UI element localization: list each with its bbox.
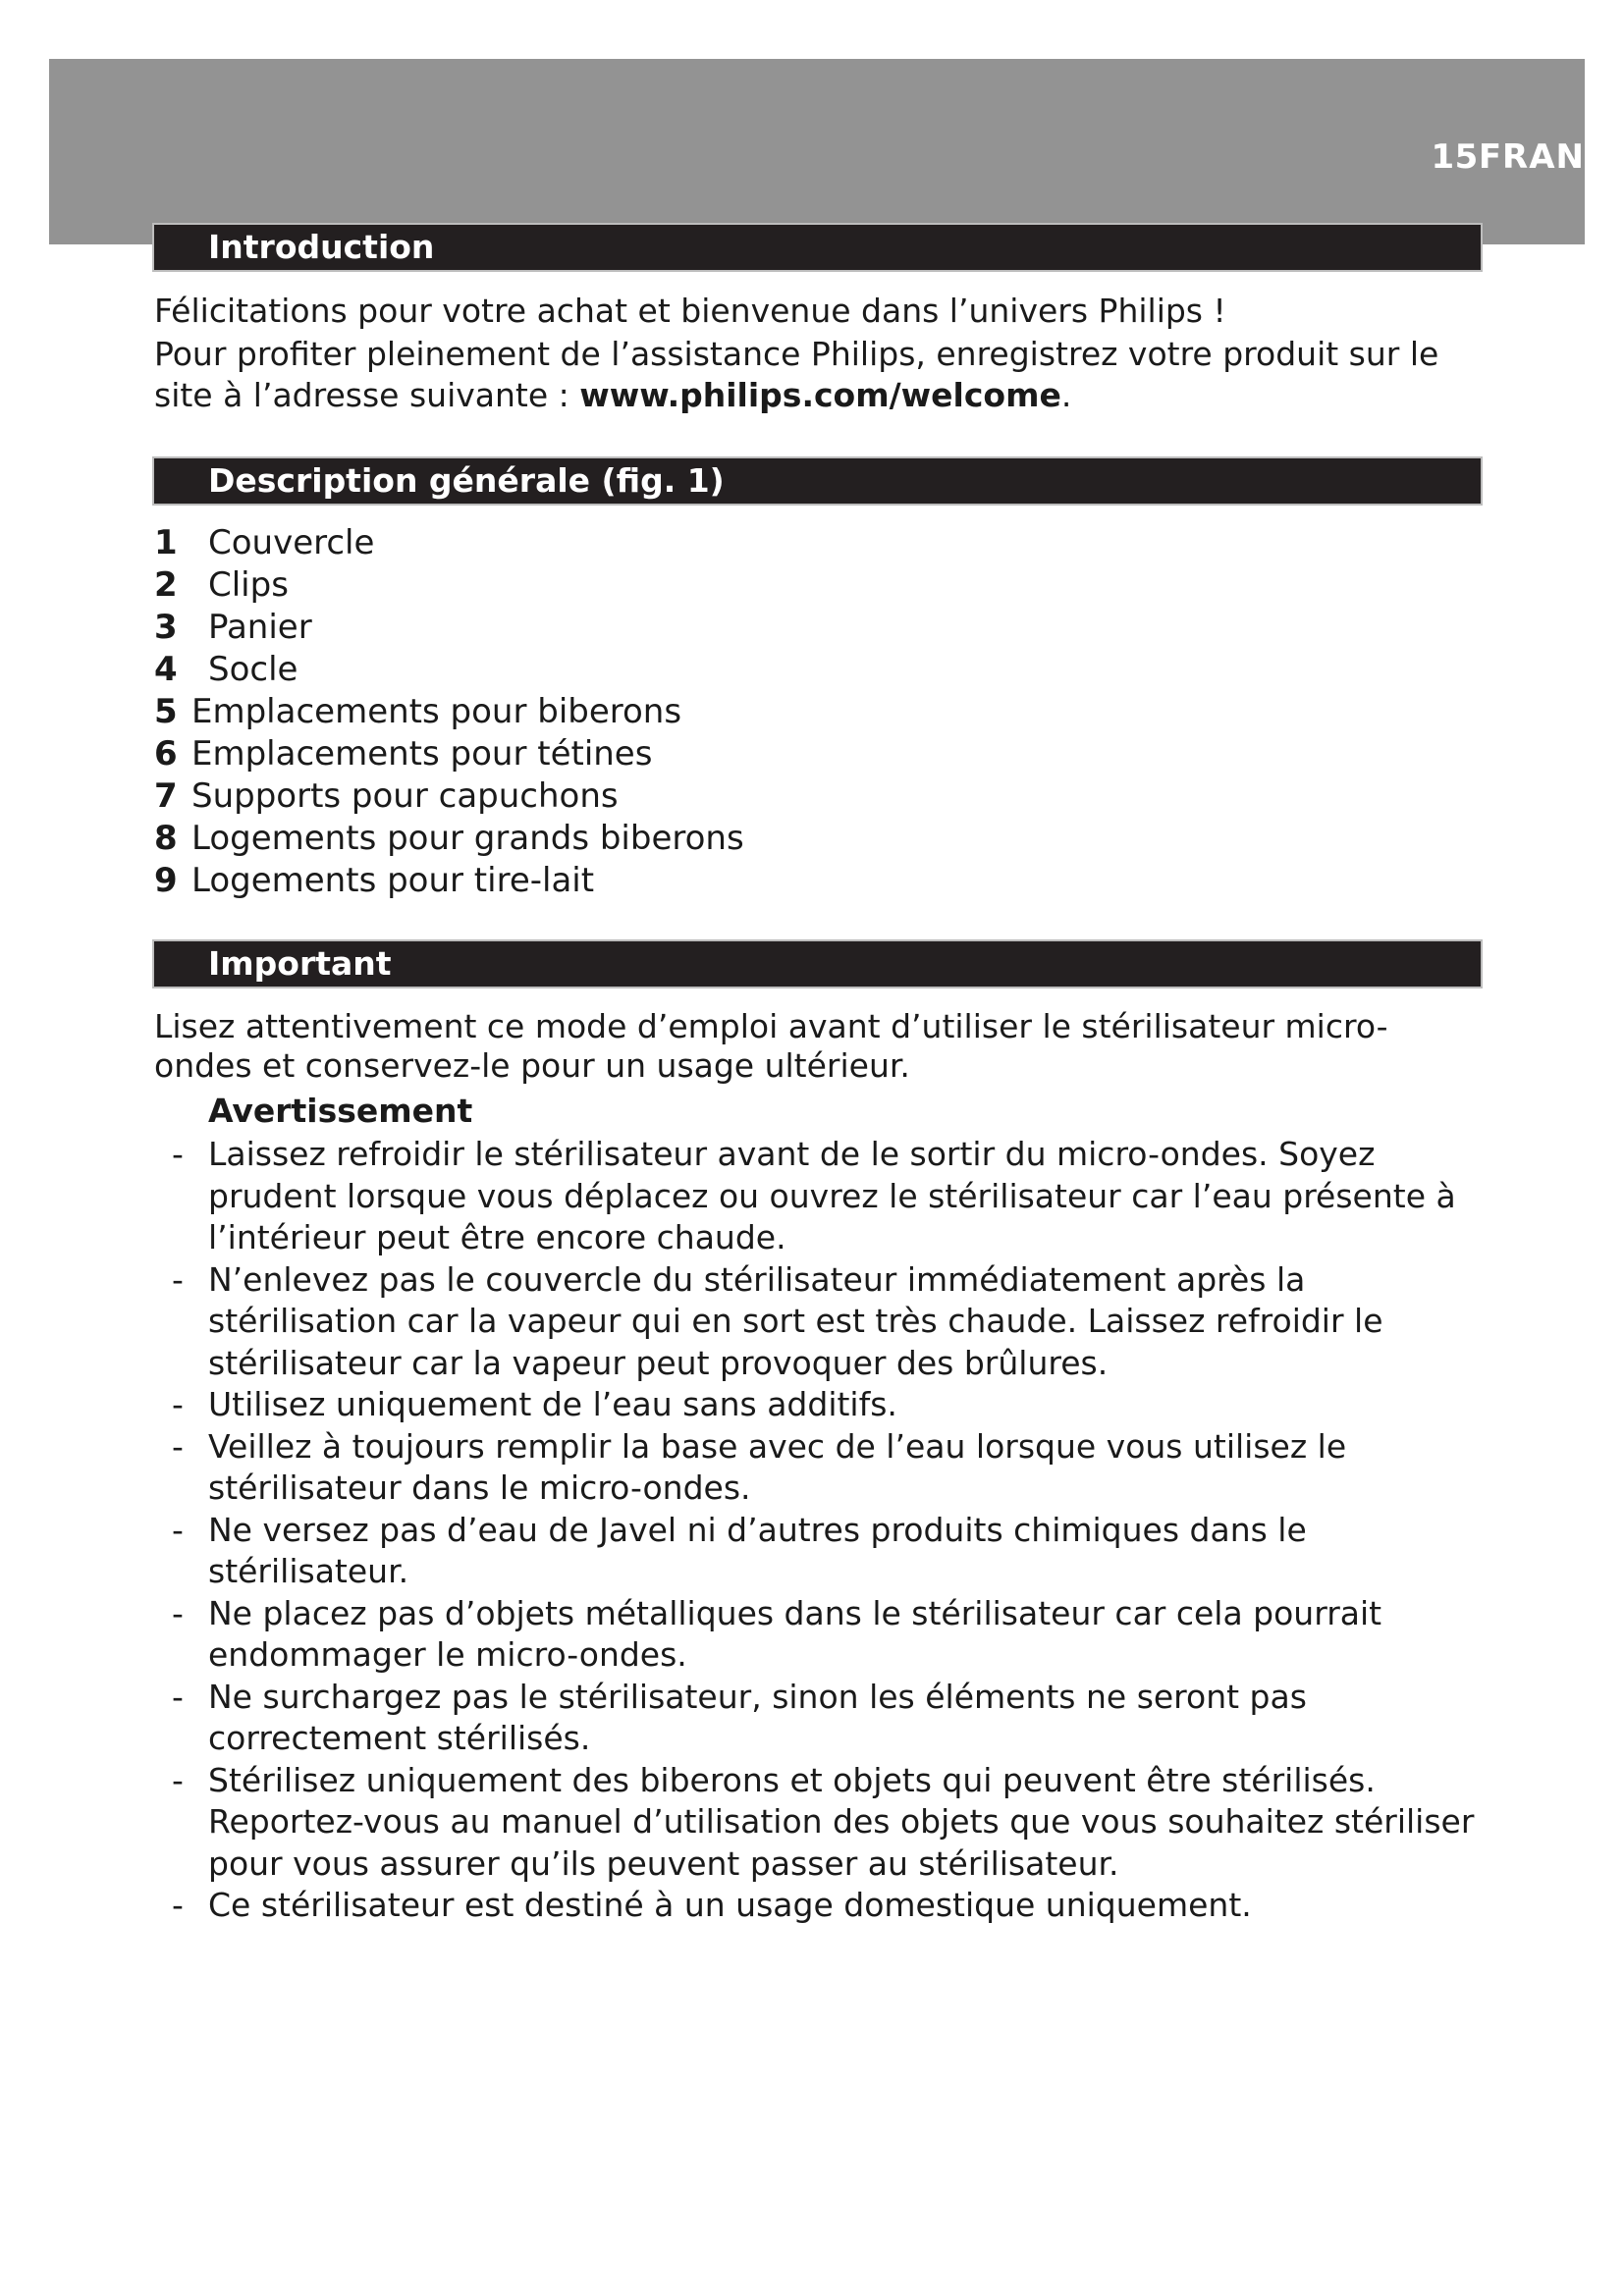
list-item [154, 733, 744, 775]
item-label: Emplacements pour tétines [191, 734, 653, 774]
item-label: Panier [208, 608, 312, 647]
intro-text: Pour profiter pleinement de l’assistance Philips, enregistrez votre produit sur le site à l’adresse suivante : [154, 335, 1439, 414]
dash-bullet: - [172, 1385, 184, 1423]
section-title-description: Description générale (fig. 1) [152, 456, 1483, 506]
warning-text: Stérilisez uniquement des biberons et objets qui peuvent être stérilisés. Reportez-vous au manuel d’utilisation des objets que vous souhaitez stériliser pour vous assurer qu’ils peuvent passer au stérilisateur. [208, 1760, 1475, 1883]
item-label: Couvercle [208, 523, 375, 562]
list-item [154, 818, 744, 860]
item-number: 6 [154, 734, 178, 774]
list-item [154, 775, 744, 818]
item-label: Supports pour capuchons [191, 776, 619, 816]
list-item [154, 522, 744, 564]
item-number: 5 [154, 692, 178, 731]
warning-text: Utilisez uniquement de l’eau sans additifs. [208, 1385, 897, 1423]
dash-bullet: - [172, 1593, 184, 1632]
warning-item [154, 1593, 1489, 1677]
warning-item [154, 1426, 1489, 1510]
warning-item [154, 1134, 1489, 1259]
warning-item [154, 1885, 1489, 1927]
item-number: 4 [154, 650, 178, 689]
page-tab [1431, 137, 1585, 177]
section-title-introduction: Introduction [152, 223, 1483, 272]
item-number: 3 [154, 608, 178, 647]
warning-item [154, 1510, 1489, 1593]
item-number: 7 [154, 776, 178, 816]
dash-bullet: - [172, 1760, 184, 1799]
language-label: FRAN [1478, 137, 1585, 177]
warning-text: Veillez à toujours remplir la base avec de l’eau lorsque vous utilisez le stérilisateur dans le micro-ondes. [208, 1426, 1347, 1507]
item-number: 9 [154, 861, 178, 900]
dash-bullet: - [172, 1677, 184, 1716]
dash-bullet: - [172, 1426, 184, 1466]
warning-text: Ce stérilisateur est destiné à un usage domestique uniquement. [208, 1886, 1252, 1924]
item-label: Socle [208, 650, 298, 689]
warning-text: N’enlevez pas le couvercle du stérilisateur immédiatement après la stérilisation car la vapeur qui en sort est très chaude. Laissez refroidir le stérilisateur car la vapeur peut provoquer des brûlures. [208, 1259, 1383, 1382]
item-number: 1 [154, 523, 178, 562]
item-label: Logements pour tire-lait [191, 861, 595, 900]
warning-text: Ne placez pas d’objets métalliques dans le stérilisateur car cela pourrait endommager le micro-ondes. [208, 1593, 1382, 1674]
warning-title: Avertissement [208, 1092, 473, 1130]
warning-item [154, 1760, 1489, 1886]
intro-line-1: Félicitations pour votre achat et bienvenue dans l’univers Philips ! [154, 292, 1226, 330]
dash-bullet: - [172, 1886, 184, 1924]
item-number: 2 [154, 565, 178, 605]
section-title-important: Important [152, 939, 1483, 988]
philips-link[interactable]: www.philips.com/welcome [579, 376, 1061, 414]
list-item [154, 860, 744, 902]
dash-bullet: - [172, 1510, 184, 1549]
list-item [154, 691, 744, 733]
warning-item [154, 1384, 1489, 1426]
list-item [154, 607, 744, 649]
warning-text: Ne surchargez pas le stérilisateur, sinon les éléments ne seront pas correctement stérilisés. [208, 1677, 1307, 1757]
item-number: 8 [154, 819, 178, 858]
item-label: Logements pour grands biberons [191, 819, 744, 858]
list-item [154, 649, 744, 691]
list-item [154, 564, 744, 607]
dash-bullet: - [172, 1135, 184, 1173]
intro-line-2 [154, 334, 1475, 416]
intro-suffix: . [1060, 376, 1072, 414]
warning-list [154, 1134, 1489, 1927]
warning-item [154, 1259, 1489, 1385]
page-number: 15 [1431, 137, 1479, 177]
parts-list [154, 522, 744, 902]
warning-text: Ne versez pas d’eau de Javel ni d’autres produits chimiques dans le stérilisateur. [208, 1510, 1307, 1590]
item-label: Emplacements pour biberons [191, 692, 682, 731]
important-intro: Lisez attentivement ce mode d’emploi avant d’utiliser le stérilisateur micro-ondes et conservez-le pour un usage ultérieur. [154, 1007, 1388, 1085]
header-band [49, 59, 1585, 244]
dash-bullet: - [172, 1259, 184, 1299]
item-label: Clips [208, 565, 289, 605]
warning-item [154, 1677, 1489, 1760]
warning-text: Laissez refroidir le stérilisateur avant de le sortir du micro-ondes. Soyez prudent lorsque vous déplacez ou ouvrez le stérilisateur car l’eau présente à l’intérieur peut être encore chaude. [208, 1135, 1456, 1256]
